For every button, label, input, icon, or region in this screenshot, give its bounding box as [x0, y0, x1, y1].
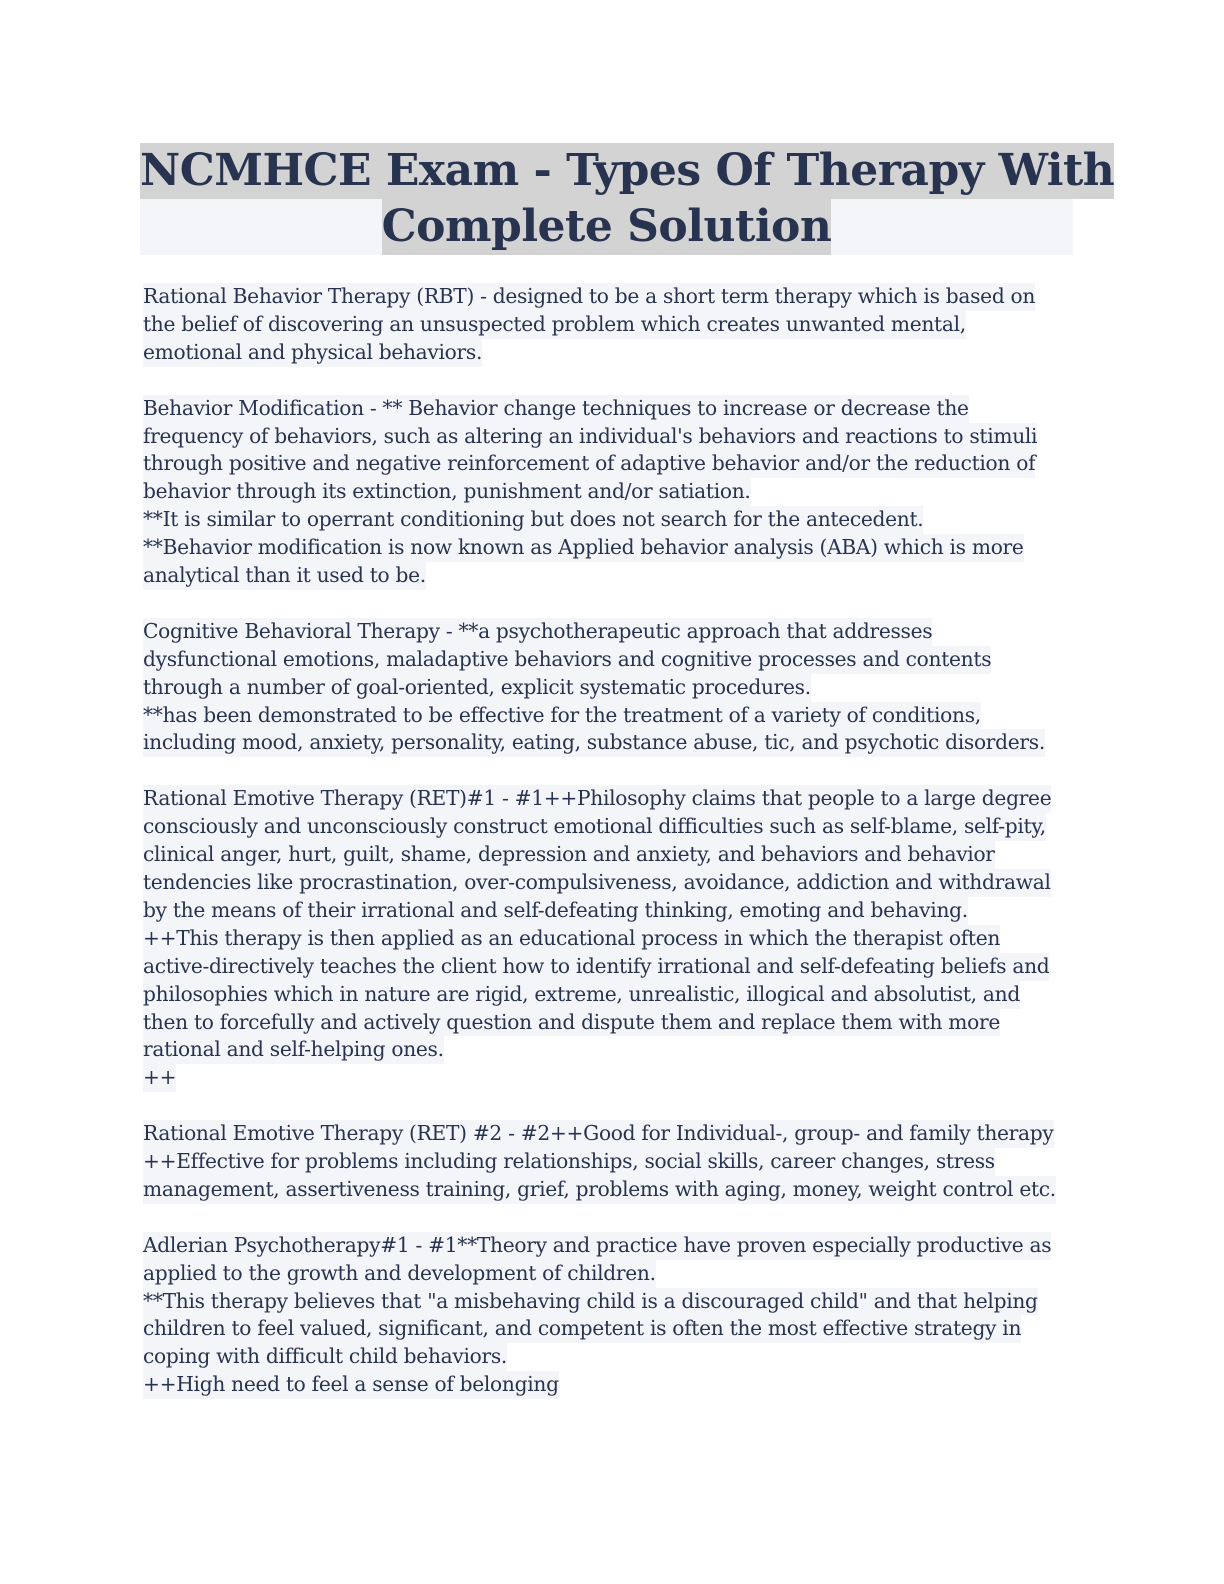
text-line: **It is similar to operrant conditioning but does not search for the antecedent.	[143, 506, 923, 534]
text-line: Rational Emotive Therapy (RET)#1 - #1++Philosophy claims that people to a large degree	[143, 785, 1051, 813]
text-line: Behavior Modification - ** Behavior change techniques to increase or decrease the	[143, 395, 969, 423]
paragraph-adlerian-1	[143, 1232, 1083, 1399]
text-line: ++High need to feel a sense of belonging	[143, 1371, 559, 1399]
paragraph-rbt	[143, 283, 1083, 367]
text-line: including mood, anxiety, personality, eating, substance abuse, tic, and psychotic disorders.	[143, 729, 1045, 757]
text-line: emotional and physical behaviors.	[143, 339, 482, 367]
text-line: the belief of discovering an unsuspected problem which creates unwanted mental,	[143, 311, 966, 339]
paragraph-cbt	[143, 618, 1083, 758]
text-line: children to feel valued, significant, and competent is often the most effective strategy in	[143, 1315, 1021, 1343]
text-line: **This therapy believes that "a misbehaving child is a discouraged child" and that helping	[143, 1288, 1038, 1316]
text-line: by the means of their irrational and self-defeating thinking, emoting and behaving.	[143, 897, 968, 925]
text-line: rational and self-helping ones.	[143, 1036, 444, 1064]
document-body	[143, 283, 1083, 1427]
text-line: management, assertiveness training, grief, problems with aging, money, weight control etc.	[143, 1176, 1056, 1204]
text-line: active-directively teaches the client how to identify irrational and self-defeating beliefs and	[143, 953, 1049, 981]
text-line: applied to the growth and development of children.	[143, 1260, 656, 1288]
text-line: tendencies like procrastination, over-compulsiveness, avoidance, addiction and withdrawal	[143, 869, 1051, 897]
text-line: Cognitive Behavioral Therapy - **a psychotherapeutic approach that addresses	[143, 618, 932, 646]
text-line: analytical than it used to be.	[143, 562, 426, 590]
text-line: consciously and unconsciously construct emotional difficulties such as self-blame, self-pity,	[143, 813, 1046, 841]
paragraph-behavior-modification	[143, 395, 1083, 590]
text-line: ++Effective for problems including relationships, social skills, career changes, stress	[143, 1148, 995, 1176]
document-title	[140, 143, 1115, 255]
text-line: then to forcefully and actively question and dispute them and replace them with more	[143, 1009, 1000, 1037]
text-line: **has been demonstrated to be effective for the treatment of a variety of conditions,	[143, 702, 981, 730]
text-line: coping with difficult child behaviors.	[143, 1343, 507, 1371]
text-line: through positive and negative reinforcement of adaptive behavior and/or the reduction of	[143, 450, 1035, 478]
text-line: ++	[143, 1064, 176, 1092]
text-line: Rational Emotive Therapy (RET) #2 - #2++Good for Individual-, group- and family therapy	[143, 1120, 1054, 1148]
paragraph-ret-2	[143, 1120, 1083, 1204]
text-line: dysfunctional emotions, maladaptive behaviors and cognitive processes and contents	[143, 646, 991, 674]
text-line: **Behavior modification is now known as Applied behavior analysis (ABA) which is more	[143, 534, 1024, 562]
text-line: clinical anger, hurt, guilt, shame, depression and anxiety, and behaviors and behavior	[143, 841, 995, 869]
text-line: behavior through its extinction, punishment and/or satiation.	[143, 478, 751, 506]
text-line: Rational Behavior Therapy (RBT) - designed to be a short term therapy which is based on	[143, 283, 1035, 311]
text-line: Adlerian Psychotherapy#1 - #1**Theory and practice have proven especially productive as	[143, 1232, 1051, 1260]
paragraph-ret-1	[143, 785, 1083, 1092]
text-line: through a number of goal-oriented, explicit systematic procedures.	[143, 674, 811, 702]
title-line: NCMHCE Exam - Types Of Therapy With	[140, 143, 1114, 199]
text-line: ++This therapy is then applied as an educational process in which the therapist often	[143, 925, 1000, 953]
title-line: Complete Solution	[382, 199, 832, 255]
text-line: frequency of behaviors, such as altering an individual's behaviors and reactions to stimuli	[143, 423, 1037, 451]
text-line: philosophies which in nature are rigid, extreme, unrealistic, illogical and absolutist, and	[143, 981, 1020, 1009]
